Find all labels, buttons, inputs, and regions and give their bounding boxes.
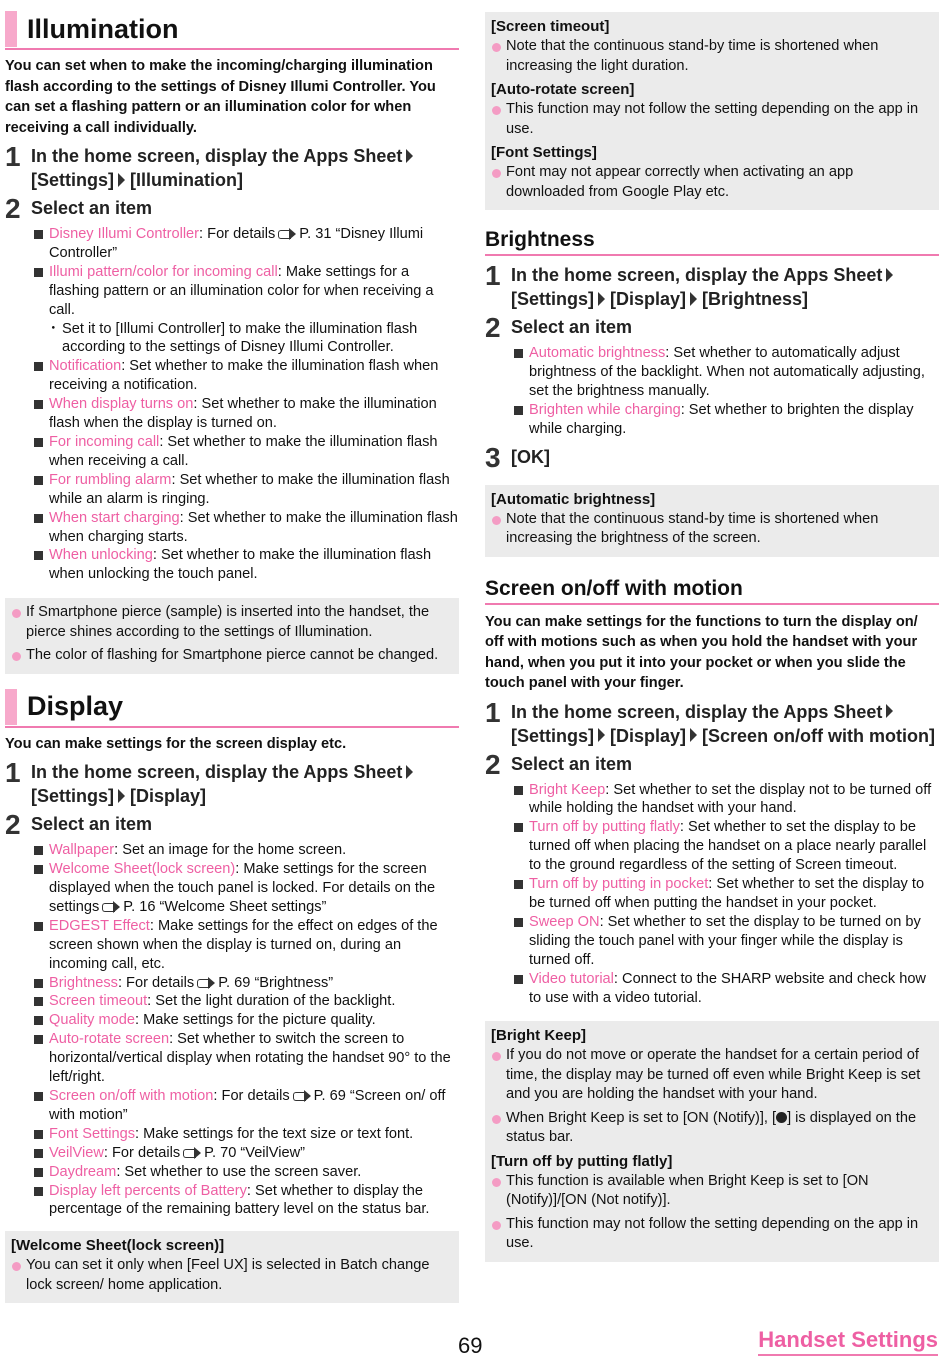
item-desc: : Set whether to set the display to be turned off when putting the handset in your pocket. (529, 876, 925, 911)
item-ref: P. 70 “VeilView” (204, 1144, 306, 1161)
list-item (33, 1182, 459, 1220)
display-notes (485, 12, 939, 210)
arrow-right-icon (118, 173, 125, 187)
note-text: This function may not follow the setting depending on the app in use. (491, 1215, 931, 1254)
display-step-2 (5, 809, 459, 841)
step-text: Select an item (31, 814, 153, 835)
note-title: [Font Settings] (491, 144, 597, 161)
display-items (5, 841, 459, 1219)
step-text-part: [Settings] (31, 170, 114, 190)
motion-intro: You can make settings for the functions to turn the display on/ off with motions such as when you hold the handset with your hand, when you put it into your pocket or when you slide the touch panel with your finger. (485, 613, 918, 692)
step-text-part: [Screen on/off with motion] (702, 725, 936, 746)
arrow-right-icon (598, 728, 605, 742)
step-text-part: [Display] (130, 786, 207, 807)
item-desc: : Set whether to switch the screen to horizontal/vertical display when rotating the handset 90° to the left/right. (49, 1031, 451, 1086)
illumination-title: Illumination (27, 13, 179, 44)
list-item (33, 992, 459, 1011)
arrow-right-icon (598, 292, 605, 306)
item-key: Quality mode (49, 1012, 135, 1029)
item-key: Welcome Sheet(lock screen) (49, 861, 236, 878)
note-text: This function is available when Bright Keep is set to [ON (Notify)]/[ON (Not notify)]. (491, 1172, 931, 1211)
display-heading (5, 688, 459, 728)
step-text-part: In the home screen, display the Apps Sheet (511, 265, 883, 285)
item-desc: : Set the light duration of the backlight. (147, 993, 396, 1010)
illumination-intro: You can set when to make the incoming/charging illumination flash according to the settings of Disney Illumi Controller. You can set a flashing pattern or an illumination color for when receiving a call individually. (5, 58, 436, 136)
item-ref: P. 69 “Brightness” (218, 974, 334, 991)
item-key: EDGEST Effect (49, 917, 150, 934)
item-desc: : Set whether to make the illumination flash when receiving a call. (49, 433, 438, 469)
item-desc: : Set whether to make the illumination flash when unlocking the touch panel. (49, 547, 432, 583)
step-text: Select an item (511, 753, 633, 774)
item-key: Automatic brightness (529, 345, 666, 361)
item-desc: : Set whether to brighten the display while charging. (529, 401, 914, 437)
list-item (33, 974, 459, 993)
note-text: If you do not move or operate the handset for a certain period of time, the display may be turned off even while Bright Keep is set and you are holding the handset with your hand. (491, 1046, 931, 1105)
page-reference-icon (278, 228, 297, 239)
note-text: This function may not follow the setting depending on the app in use. (491, 100, 931, 139)
list-item (513, 344, 939, 401)
illumination-items (5, 225, 459, 584)
list-item (33, 860, 459, 917)
brightness-step-1 (485, 260, 939, 311)
item-key: Turn off by putting in pocket (529, 876, 709, 893)
list-item (33, 433, 459, 471)
item-desc: : Set whether to make the illumination flash when the display is turned on. (49, 396, 437, 432)
illumination-step-1 (5, 141, 459, 192)
step-text: Select an item (31, 198, 153, 218)
item-key: When unlocking (49, 547, 153, 564)
item-key: Brightness (49, 974, 118, 991)
note-title: [Bright Keep] (491, 1027, 586, 1045)
item-key: Sweep ON (529, 913, 600, 930)
illumination-note (5, 598, 459, 674)
heading-accent-bar (5, 689, 17, 725)
brightness-note (485, 485, 939, 557)
item-desc: : Set whether to use the screen saver. (116, 1163, 362, 1180)
arrow-right-icon (886, 704, 893, 718)
item-key: When start charging (49, 509, 180, 526)
list-item (513, 875, 939, 913)
step-text: Select an item (511, 317, 633, 337)
item-key: Display left percents of Battery (49, 1182, 247, 1199)
step-text (511, 263, 898, 311)
list-item (33, 1030, 459, 1087)
note-text-part: When Bright Keep is set to [ON (Notify)], [ (506, 1109, 777, 1126)
item-desc: : Make settings for the text size or text font. (135, 1125, 414, 1142)
step-number: 1 (5, 757, 21, 789)
item-desc: : Set whether to set the display not to be turned off while holding the handset with your hand. (529, 781, 932, 817)
brightness-items (485, 344, 939, 439)
list-item (33, 1125, 459, 1144)
item-key: Screen timeout (49, 993, 148, 1010)
step-text-part: In the home screen, display the Apps Sheet (31, 762, 403, 783)
step-text-part: [Brightness] (702, 289, 809, 309)
list-item (33, 225, 459, 263)
arrow-right-icon (886, 268, 893, 282)
step-number: 2 (485, 748, 501, 780)
item-key: Brighten while charging (529, 401, 681, 418)
note-text: You can set it only when [Feel UX] is selected in Batch change lock screen/ home application. (11, 1256, 451, 1295)
item-key: For incoming call (49, 433, 160, 450)
list-item (33, 1144, 459, 1163)
step-text: [OK] (511, 446, 550, 467)
item-key: Illumi pattern/color for incoming call (49, 263, 278, 280)
item-key: Bright Keep (529, 781, 606, 798)
note-text: If Smartphone pierce (sample) is inserted into the handset, the pierce shines according to the settings of Illumination. (11, 603, 451, 642)
display-intro: You can make settings for the screen display etc. (5, 735, 347, 752)
item-key: Video tutorial (529, 970, 614, 987)
illumination-step-2 (5, 193, 459, 224)
step-text (511, 700, 935, 748)
page-number: 69 (458, 1333, 483, 1358)
list-item (33, 1087, 459, 1125)
step-text-part: [Settings] (511, 725, 594, 746)
page-reference-icon (293, 1090, 312, 1101)
section-footer: Handset Settings (758, 1327, 938, 1356)
step-number: 1 (485, 696, 501, 728)
step-number: 1 (5, 141, 21, 172)
motion-step-2 (485, 748, 939, 780)
item-ref: P. 16 “Welcome Sheet settings” (123, 898, 327, 915)
step-text-part: In the home screen, display the Apps Sheet (31, 146, 403, 166)
list-item (33, 1163, 459, 1182)
arrow-right-icon (118, 789, 125, 803)
brightness-step-2 (485, 312, 939, 343)
note-text: The color of flashing for Smartphone pierce cannot be changed. (11, 646, 451, 666)
brightness-step-3 (485, 441, 939, 473)
item-desc: : Set whether to display the percentage of the remaining battery level on the status bar. (49, 1182, 430, 1218)
item-desc: : Set whether to set the display to be turned off when placing the handset on a place nearly parallel to the ground regardless of the setting of Screen timeout. (529, 819, 927, 874)
note-text: Note that the continuous stand-by time is shortened when increasing the brightness of the screen. (491, 510, 931, 549)
list-item (513, 818, 939, 875)
item-desc: : For details (103, 1144, 181, 1161)
list-item (33, 1011, 459, 1030)
right-column (485, 12, 939, 1268)
left-column (5, 10, 459, 1309)
note-title: [Turn off by putting flatly] (491, 1152, 673, 1170)
item-desc: : Make settings for the screen displayed when the touch panel is locked. For details on the settings (49, 861, 436, 915)
step-text (31, 144, 418, 192)
list-item (33, 546, 459, 584)
step-text-part: [Settings] (31, 786, 114, 807)
step-number: 2 (485, 312, 501, 343)
note-text-part: ] is displayed on the status bar. (506, 1109, 917, 1146)
item-ref: P. 31 “Disney Illumi Controller” (49, 226, 424, 261)
step-number: 2 (5, 809, 21, 841)
step-text (31, 760, 418, 808)
step-text-part: [Display] (610, 289, 687, 309)
list-item (33, 841, 459, 860)
item-key: Turn off by putting flatly (529, 819, 680, 836)
list-item (33, 357, 459, 395)
item-key: When display turns on (49, 396, 194, 413)
display-step-1 (5, 757, 459, 808)
note-text (491, 1109, 931, 1148)
page-reference-icon (183, 1147, 202, 1158)
item-key: Wallpaper (49, 842, 115, 859)
motion-heading: Screen on/off with motion (485, 577, 939, 605)
item-desc: : Set whether to make the illumination flash when charging starts. (49, 509, 458, 545)
list-item (513, 781, 939, 819)
list-item (33, 917, 459, 974)
item-key: For rumbling alarm (49, 471, 172, 488)
list-item (513, 913, 939, 970)
item-key: Screen on/off with motion (49, 1088, 214, 1104)
page-reference-icon (197, 977, 216, 988)
page-reference-icon (102, 901, 121, 912)
list-item (33, 509, 459, 547)
note-title: [Screen timeout] (491, 18, 610, 35)
item-desc: : For details (213, 1088, 290, 1104)
note-title: [Auto-rotate screen] (491, 81, 635, 98)
item-desc: : For details (117, 974, 195, 991)
list-item (33, 263, 459, 358)
list-item (33, 395, 459, 433)
item-key: Notification (49, 358, 122, 375)
motion-step-1 (485, 696, 939, 748)
brightness-heading: Brightness (485, 228, 939, 256)
list-item (513, 401, 939, 439)
note-text: Font may not appear correctly when activating an app downloaded from Google Play etc. (491, 163, 931, 202)
step-number: 2 (5, 193, 21, 224)
display-title: Display (27, 691, 124, 722)
step-text-part: [Illumination] (130, 170, 243, 190)
item-key: VeilView (49, 1144, 104, 1161)
item-desc: : Make settings for a flashing pattern or an illumination color for when receiving a call. (49, 263, 434, 318)
note-title: [Welcome Sheet(lock screen)] (11, 1237, 225, 1255)
item-desc: : Set whether to automatically adjust brightness of the backlight. When not automatically adjusting, set the brightness manually. (529, 345, 925, 399)
list-item (513, 970, 939, 1008)
item-desc: : Make settings for the picture quality. (134, 1012, 376, 1029)
bright-keep-status-icon (776, 1112, 787, 1123)
heading-accent-bar (5, 11, 17, 47)
item-key: Auto-rotate screen (49, 1031, 170, 1048)
item-sub: ・ Set it to [Illumi Controller] to make the illumination flash according to the settings of Disney Illumi Controller. (49, 320, 459, 358)
item-key: Daydream (49, 1163, 117, 1180)
item-desc: : Set whether to make the illumination flash when receiving a notification. (49, 358, 439, 394)
item-desc: : Set whether to set the display to be turned on by sliding the touch panel with your finger while the display is turned off. (529, 913, 921, 968)
item-key: Disney Illumi Controller (49, 226, 200, 242)
item-desc: : Make settings for the effect on edges of the screen shown when the display is turned on, during an incoming call, etc. (49, 917, 438, 972)
item-desc: : Connect to the SHARP website and check how to use with a video tutorial. (529, 970, 926, 1006)
item-ref: P. 69 “Screen on/ off with motion” (49, 1088, 446, 1123)
item-desc: : Set whether to make the illumination flash while an alarm is ringing. (49, 471, 450, 507)
step-text-part: In the home screen, display the Apps Sheet (511, 701, 883, 722)
arrow-right-icon (690, 728, 697, 742)
arrow-right-icon (690, 292, 697, 306)
list-item (33, 471, 459, 509)
step-number: 3 (485, 441, 501, 473)
item-key: Font Settings (49, 1125, 135, 1142)
step-number: 1 (485, 260, 501, 291)
motion-items (485, 781, 939, 1008)
note-text: Note that the continuous stand-by time is shortened when increasing the light duration. (491, 37, 931, 76)
arrow-right-icon (406, 765, 413, 779)
arrow-right-icon (406, 149, 413, 163)
motion-note (485, 1021, 939, 1262)
step-text-part: [Display] (610, 725, 687, 746)
illumination-heading (5, 10, 459, 50)
step-text-part: [Settings] (511, 289, 594, 309)
note-title: [Automatic brightness] (491, 490, 656, 508)
welcome-sheet-note (5, 1231, 459, 1303)
item-desc: : For details (199, 226, 276, 242)
item-desc: : Set an image for the home screen. (114, 842, 347, 859)
